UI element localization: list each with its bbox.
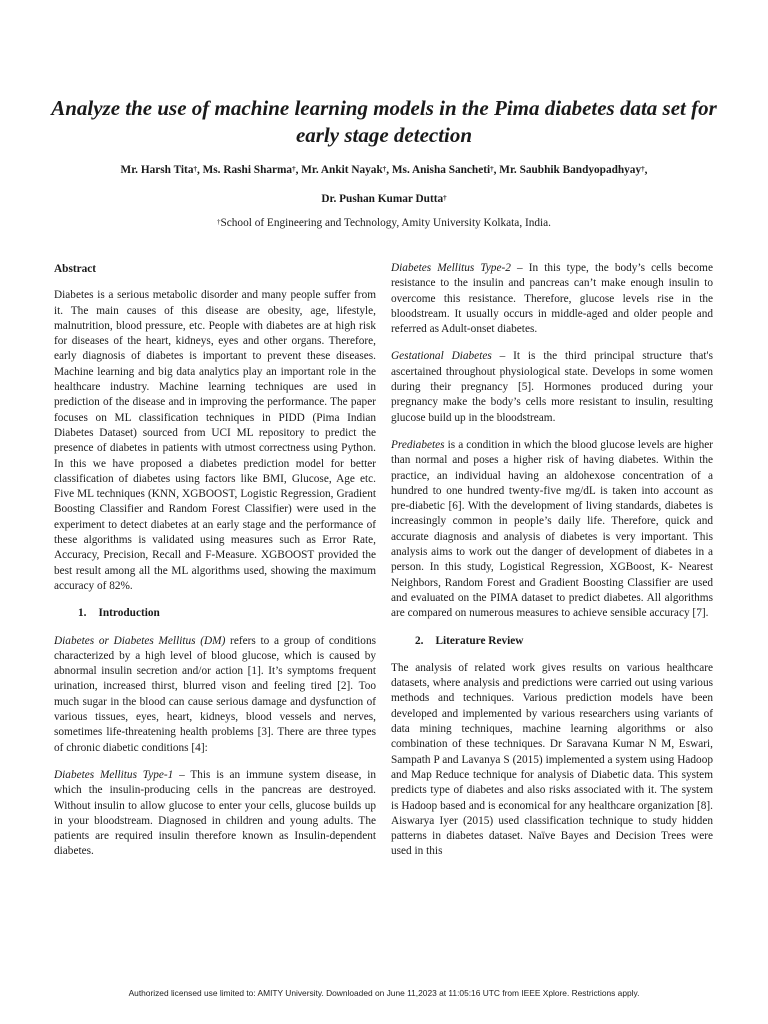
- section-title: Literature Review: [435, 634, 524, 647]
- paragraph-text: – In this type, the body’s cells become resistance to the insulin and pancreas can’t make enough insulin to overcome this resistance. Therefore, glucose levels rise in the bloodstream. It usually occurs in middle-aged and older people and referred as Adult-onset diabetes.: [391, 262, 713, 336]
- author-list-line2: [40, 192, 728, 206]
- paragraph: [54, 634, 376, 756]
- abstract-heading: Abstract: [54, 263, 97, 275]
- affiliation-text: School of Engineering and Technology, Amity University Kolkata, India.: [220, 217, 552, 229]
- section-title: Introduction: [98, 607, 160, 620]
- author: Ms. Anisha Sancheti: [391, 164, 491, 176]
- section-heading-introduction: [54, 606, 376, 621]
- author-separator: ,: [295, 164, 302, 176]
- author: Mr. Ankit Nayak: [301, 164, 383, 176]
- affiliation-mark: †: [382, 165, 387, 173]
- affiliation-mark: †: [490, 165, 494, 173]
- paragraph-text: is a condition in which the blood glucose levels are higher than normal and poses a higher risk of having diabetes. Within the practice, an individual having an aldohexose concentration of a hundred to one hundred twenty-five mg/dL is taken into account as pre-diabetic [6]. With the development of living standards, diabetes is increasingly common in people’s daily life. Therefore, quick and accurate diagnosis and analysis of diabetes is very important. This analysis aims to work out the danger of development of diabetes in a person. In this study, Logistical Regression, XGBoost, K- Nearest Neighbors, Random Forest and Gradient Boosting Classifier are used and evaluated on the PIMA dataset to predict diabetes. All algorithms are compared on numerous measures to achieve sensible accuracy [7].: [391, 438, 713, 620]
- author: Dr. Pushan Kumar Dutta: [321, 193, 444, 205]
- license-footer: Authorized licensed use limited to: AMITY University. Downloaded on June 11,2023 at 11:05:16 UTC from IEEE Xplore. Restrictions apply.: [128, 988, 640, 998]
- paragraph-text: – This is an immune system disease, in which the insulin-producing cells in the pancreas are destroyed. Without insulin to allow glucose to enter your cells, glucose builds up in your bloodstream. Diagnosed in children and young adults. The patients are required insulin therefore known as Insulin-dependent diabetes.: [54, 768, 376, 858]
- affiliation-mark: †: [292, 165, 296, 173]
- term-lead: Prediabetes: [391, 438, 445, 451]
- affiliation-mark: †: [443, 194, 447, 202]
- affiliation-mark: †: [641, 165, 645, 173]
- term-lead: Diabetes or Diabetes Mellitus (DM): [54, 634, 226, 647]
- author-list: [40, 163, 728, 177]
- section-number: 1.: [78, 607, 87, 620]
- paragraph: [391, 349, 713, 425]
- paragraph: [391, 438, 713, 622]
- author: Mr. Harsh Tita: [120, 164, 194, 176]
- paper-title: Analyze the use of machine learning models in the Pima diabetes data set for early stage detection: [51, 96, 717, 147]
- section-number: 2.: [415, 634, 424, 647]
- paragraph-text: refers to a group of conditions characterized by a high level of blood glucose, which is caused by abnormal insulin secretion and/or action [1]. It’s symptoms frequent urination, increased thirst, blurred vison and feeling tired [2]. Too much sugar in the blood can cause serious damage and dysfunction of various tissues, eyes, heart, kidneys, blood vessels and nerves, sometimes life-threatening health problems [3]. There are three types of chronic diabetic conditions [4]:: [54, 634, 376, 754]
- author-separator: ,: [644, 164, 648, 176]
- paragraph: [54, 768, 376, 860]
- left-column: [54, 262, 376, 872]
- term-lead: Diabetes Mellitus Type-1: [54, 768, 174, 781]
- author: Mr. Saubhik Bandyopadhyay: [499, 164, 642, 176]
- author: Ms. Rashi Sharma: [202, 164, 293, 176]
- affiliation: [40, 216, 728, 230]
- affiliation-mark: †: [193, 165, 197, 173]
- author-separator: ,: [493, 164, 500, 176]
- author-separator: ,: [196, 164, 203, 176]
- term-lead: Diabetes Mellitus Type-2: [391, 262, 511, 274]
- paragraph: [391, 261, 713, 337]
- term-lead: Gestational Diabetes: [391, 350, 492, 363]
- section-heading-literature-review: [391, 634, 713, 649]
- author-separator: ,: [386, 164, 392, 176]
- abstract-text: Diabetes is a serious metabolic disorder and many people suffer from it. The main causes of this disease are obesity, age, lifestyle, malnutrition, blood pressure, etc. People with diabetes are at high risk for diseases of the heart, kidneys, eyes and other organs. Therefore, early diagnosis of diabetes is important to prevent these diseases. Machine learning and big data analytics play an important role in the healthcare industry. Machine learning techniques are used in prediction of the disease and in improving the performance. The paper focuses on ML classification techniques in PIDD (Pima Indian Diabetes Dataset) sourced from UCI ML repository to predict the presence of diabetes in patients with utmost correctness using Python. In this we have proposed a diabetes prediction model for better classification of diabetes using factors like BMI, Glucose, Age etc. Five ML techniques (KNN, XGBOOST, Logistic Regression, Gradient Boosting Classifier and Random Forest Classifier) were used in the experiment to detect diabetes at an early stage and the performance of these algorithms is validated using measures such as Error Rate, Accuracy, Precision, Recall and F-Measure. XGBOOST provided the best result among all the ML algorithms used, showing the maximum accuracy of 82%.: [54, 289, 376, 592]
- right-column: [391, 262, 713, 872]
- paragraph: The analysis of related work gives results on various healthcare datasets, where analysis and predictions were carried out using various methods and techniques. Various prediction models have been developed and implemented by various researchers using variants of data mining techniques, machine learning algorithms or also combination of these techniques. Dr Saravana Kumar N M, Eswari, Sampath P and Lavanya S (2015) implemented a system using Hadoop and Map Reduce technique for analysis of Diabetic data. This system predicts type of diabetes and also risks associated with it. The system is Hadoop based and is economical for any healthcare organization [8]. Aiswarya Iyer (2015) used classification technique to study hidden patterns in diabetes dataset. Naïve Bayes and Decision Trees were used in this: [391, 661, 713, 858]
- paragraph-text: – It is the third principal structure that's ascertained throughout physiological state. Develops in some women during their pregnancy [5]. Hormones produced during your pregnancy make the body’s cells more resistant to insulin, resulting glucose build up in the bloodstream.: [391, 350, 713, 424]
- affiliation-mark: †: [216, 218, 221, 226]
